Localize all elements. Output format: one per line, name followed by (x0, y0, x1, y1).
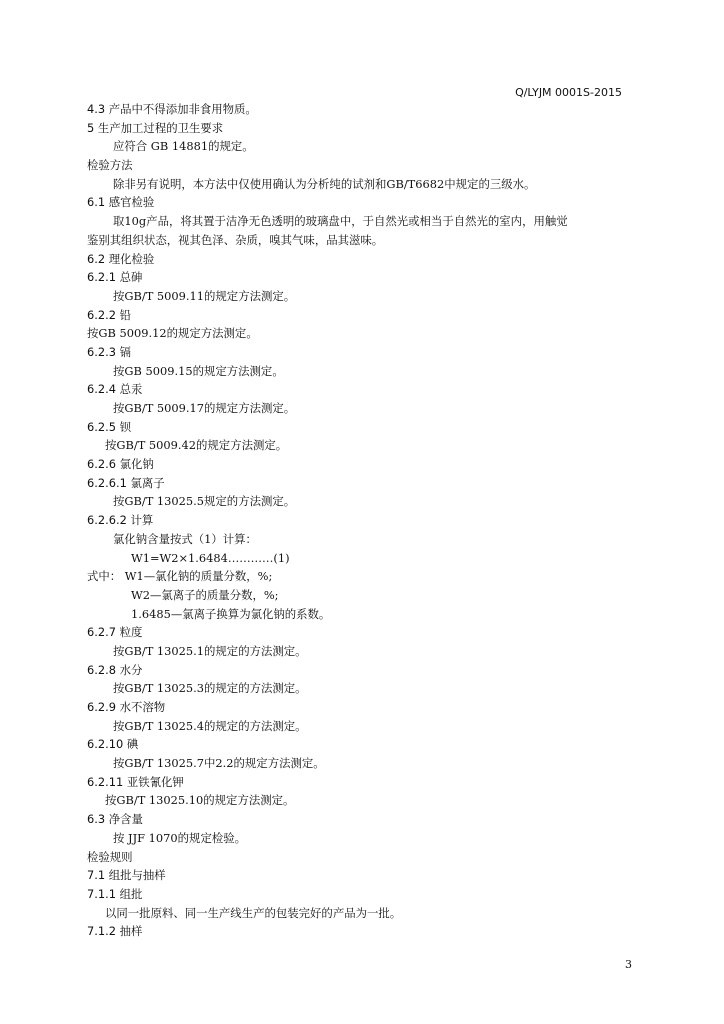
section-heading: 6.2.11 亚铁氰化钾 (87, 774, 184, 789)
body-text-line: 按GB 5009.12的规定方法测定。 (87, 326, 258, 341)
section-heading: 4.3 产品中不得添加非食用物质。 (87, 102, 257, 116)
body-text-line: 按GB/T 13025.3的规定的方法测定。 (113, 681, 307, 696)
body-text-line: 按GB/T 13025.1的规定的方法测定。 (113, 643, 307, 658)
section-heading: 7.1.2 抽样 (87, 924, 143, 939)
body-text-line: 按GB/T 13025.10的规定方法测定。 (105, 793, 295, 808)
body-text-line: 除非另有说明，本方法中仅使用确认为分析纯的试剂和GB/T6682中规定的三级水。 (113, 176, 536, 191)
body-text-line: 按GB/T 5009.42的规定方法测定。 (105, 438, 288, 453)
section-heading: 6.3 净含量 (87, 812, 143, 827)
section-heading: 检验规则 (87, 849, 133, 864)
section-heading: 6.2.6.1 氯离子 (87, 475, 165, 490)
section-heading: 6.1 感官检验 (87, 195, 155, 210)
body-text-line: 按GB/T 5009.17的规定方法测定。 (113, 401, 296, 415)
body-text-line: 鉴别其组织状态，视其色泽、杂质，嗅其气味，品其滋味。 (87, 232, 384, 247)
body-text-line: W2—氯离子的质量分数，%; (131, 587, 279, 602)
body-text-line: 按GB/T 13025.7中2.2的规定方法测定。 (113, 756, 325, 771)
body-text-line: 按GB/T 13025.4的规定的方法测定。 (113, 718, 307, 733)
section-heading: 6.2.7 粒度 (87, 625, 143, 640)
body-text-line: W1=W2×1.6484…………(1) (131, 550, 290, 565)
body-text-line: 取10g产品，将其置于洁净无色透明的玻璃盘中，于自然光或相当于自然光的室内，用触觉 (113, 214, 568, 229)
section-heading: 6.2.8 水分 (87, 662, 143, 677)
section-heading: 6.2.2 铅 (87, 307, 131, 322)
section-heading: 6.2.3 镉 (87, 344, 131, 359)
body-text-line: 按 JJF 1070的规定检验。 (113, 830, 247, 845)
document-code-header: Q/LYJM 0001S-2015 (515, 86, 622, 99)
section-heading: 7.1.1 组批 (87, 886, 143, 901)
section-heading: 6.2.5 钡 (87, 419, 131, 434)
section-heading: 检验方法 (87, 158, 133, 173)
body-text-line: 应符合 GB 14881的规定。 (113, 139, 254, 154)
section-heading: 6.2.9 水不溶物 (87, 700, 166, 714)
body-text-line: 以同一批原料、同一生产线生产的包装完好的产品为一批。 (105, 905, 402, 920)
body-text-line: 氯化钠含量按式（1）计算： (113, 531, 257, 546)
body-text-line: 按GB/T 5009.11的规定方法测定。 (113, 288, 296, 303)
section-heading: 6.2.6.2 计算 (87, 513, 154, 528)
section-heading: 6.2 理化检验 (87, 251, 155, 266)
page-number: 3 (625, 958, 632, 971)
body-text-line: 按GB/T 13025.5规定的方法测定。 (113, 494, 296, 509)
section-heading: 6.2.10 碘 (87, 737, 139, 752)
section-heading: 7.1 组批与抽样 (87, 868, 166, 883)
body-text-line: 1.6485—氯离子换算为氯化钠的系数。 (131, 606, 331, 621)
body-text-line: 按GB 5009.15的规定方法测定。 (113, 363, 284, 378)
body-text-line: 式中： W1—氯化钠的质量分数，%; (87, 569, 273, 584)
section-heading: 6.2.4 总汞 (87, 382, 143, 397)
section-heading: 5 生产加工过程的卫生要求 (87, 120, 224, 135)
document-body (87, 100, 647, 941)
section-heading: 6.2.6 氯化钠 (87, 457, 154, 472)
section-heading: 6.2.1 总砷 (87, 270, 143, 285)
